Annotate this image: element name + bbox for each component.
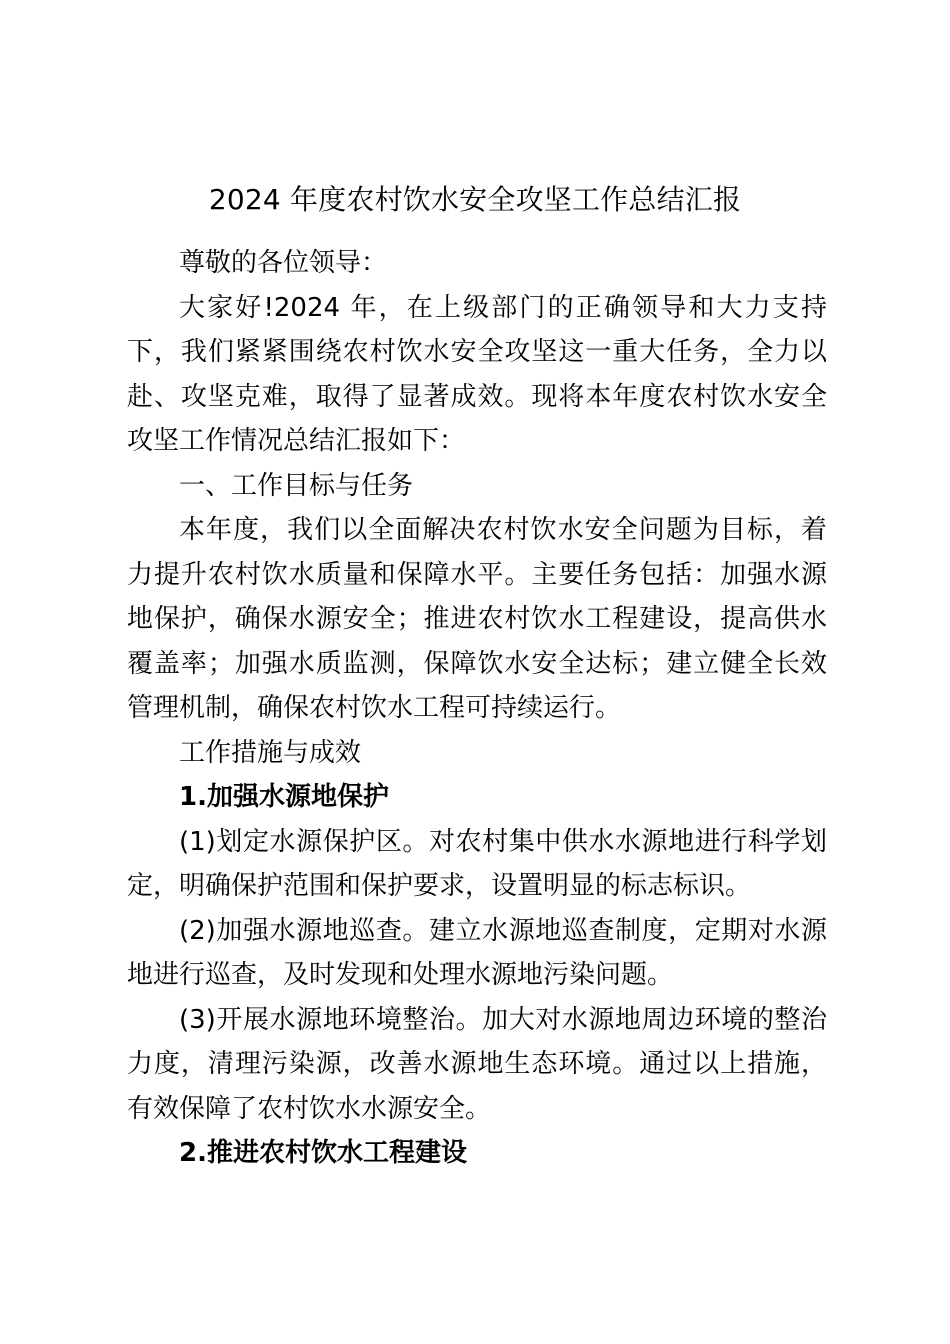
measure-item-2: (2)加强水源地巡查。建立水源地巡查制度，定期对水源地进行巡查，及时发现和处理水源地污染问题。 (127, 915, 827, 990)
subheading-project-construction: 2.推进农村饮水工程建设 (179, 1138, 467, 1168)
goals-paragraph: 本年度，我们以全面解决农村饮水安全问题为目标，着力提升农村饮水质量和保障水平。主要任务包括：加强水源地保护，确保水源安全；推进农村饮水工程建设，提高供水覆盖率；加强水质监测，保障饮水安全达标；建立健全长效管理机制，确保农村饮水工程可持续运行。 (127, 515, 827, 723)
intro-paragraph: 大家好!2024 年，在上级部门的正确领导和大力支持下，我们紧紧围绕农村饮水安全攻坚这一重大任务，全力以赴、攻坚克难，取得了显著成效。现将本年度农村饮水安全攻坚工作情况总结汇报如下： (127, 292, 827, 456)
section-heading-goals: 一、工作目标与任务 (179, 470, 414, 501)
salutation: 尊敬的各位领导： (179, 248, 388, 278)
document-title: 2024 年度农村饮水安全攻坚工作总结汇报 (208, 183, 742, 216)
section-heading-measures: 工作措施与成效 (179, 737, 362, 768)
subheading-water-source-protection: 1.加强水源地保护 (179, 782, 389, 812)
document-body (127, 241, 827, 1176)
measure-item-1: (1)划定水源保护区。对农村集中供水水源地进行科学划定，明确保护范围和保护要求，设置明显的标志标识。 (127, 826, 827, 901)
measure-item-3: (3)开展水源地环境整治。加大对水源地周边环境的整治力度，清理污染源，改善水源地生态环境。通过以上措施，有效保障了农村饮水水源安全。 (127, 1004, 827, 1124)
